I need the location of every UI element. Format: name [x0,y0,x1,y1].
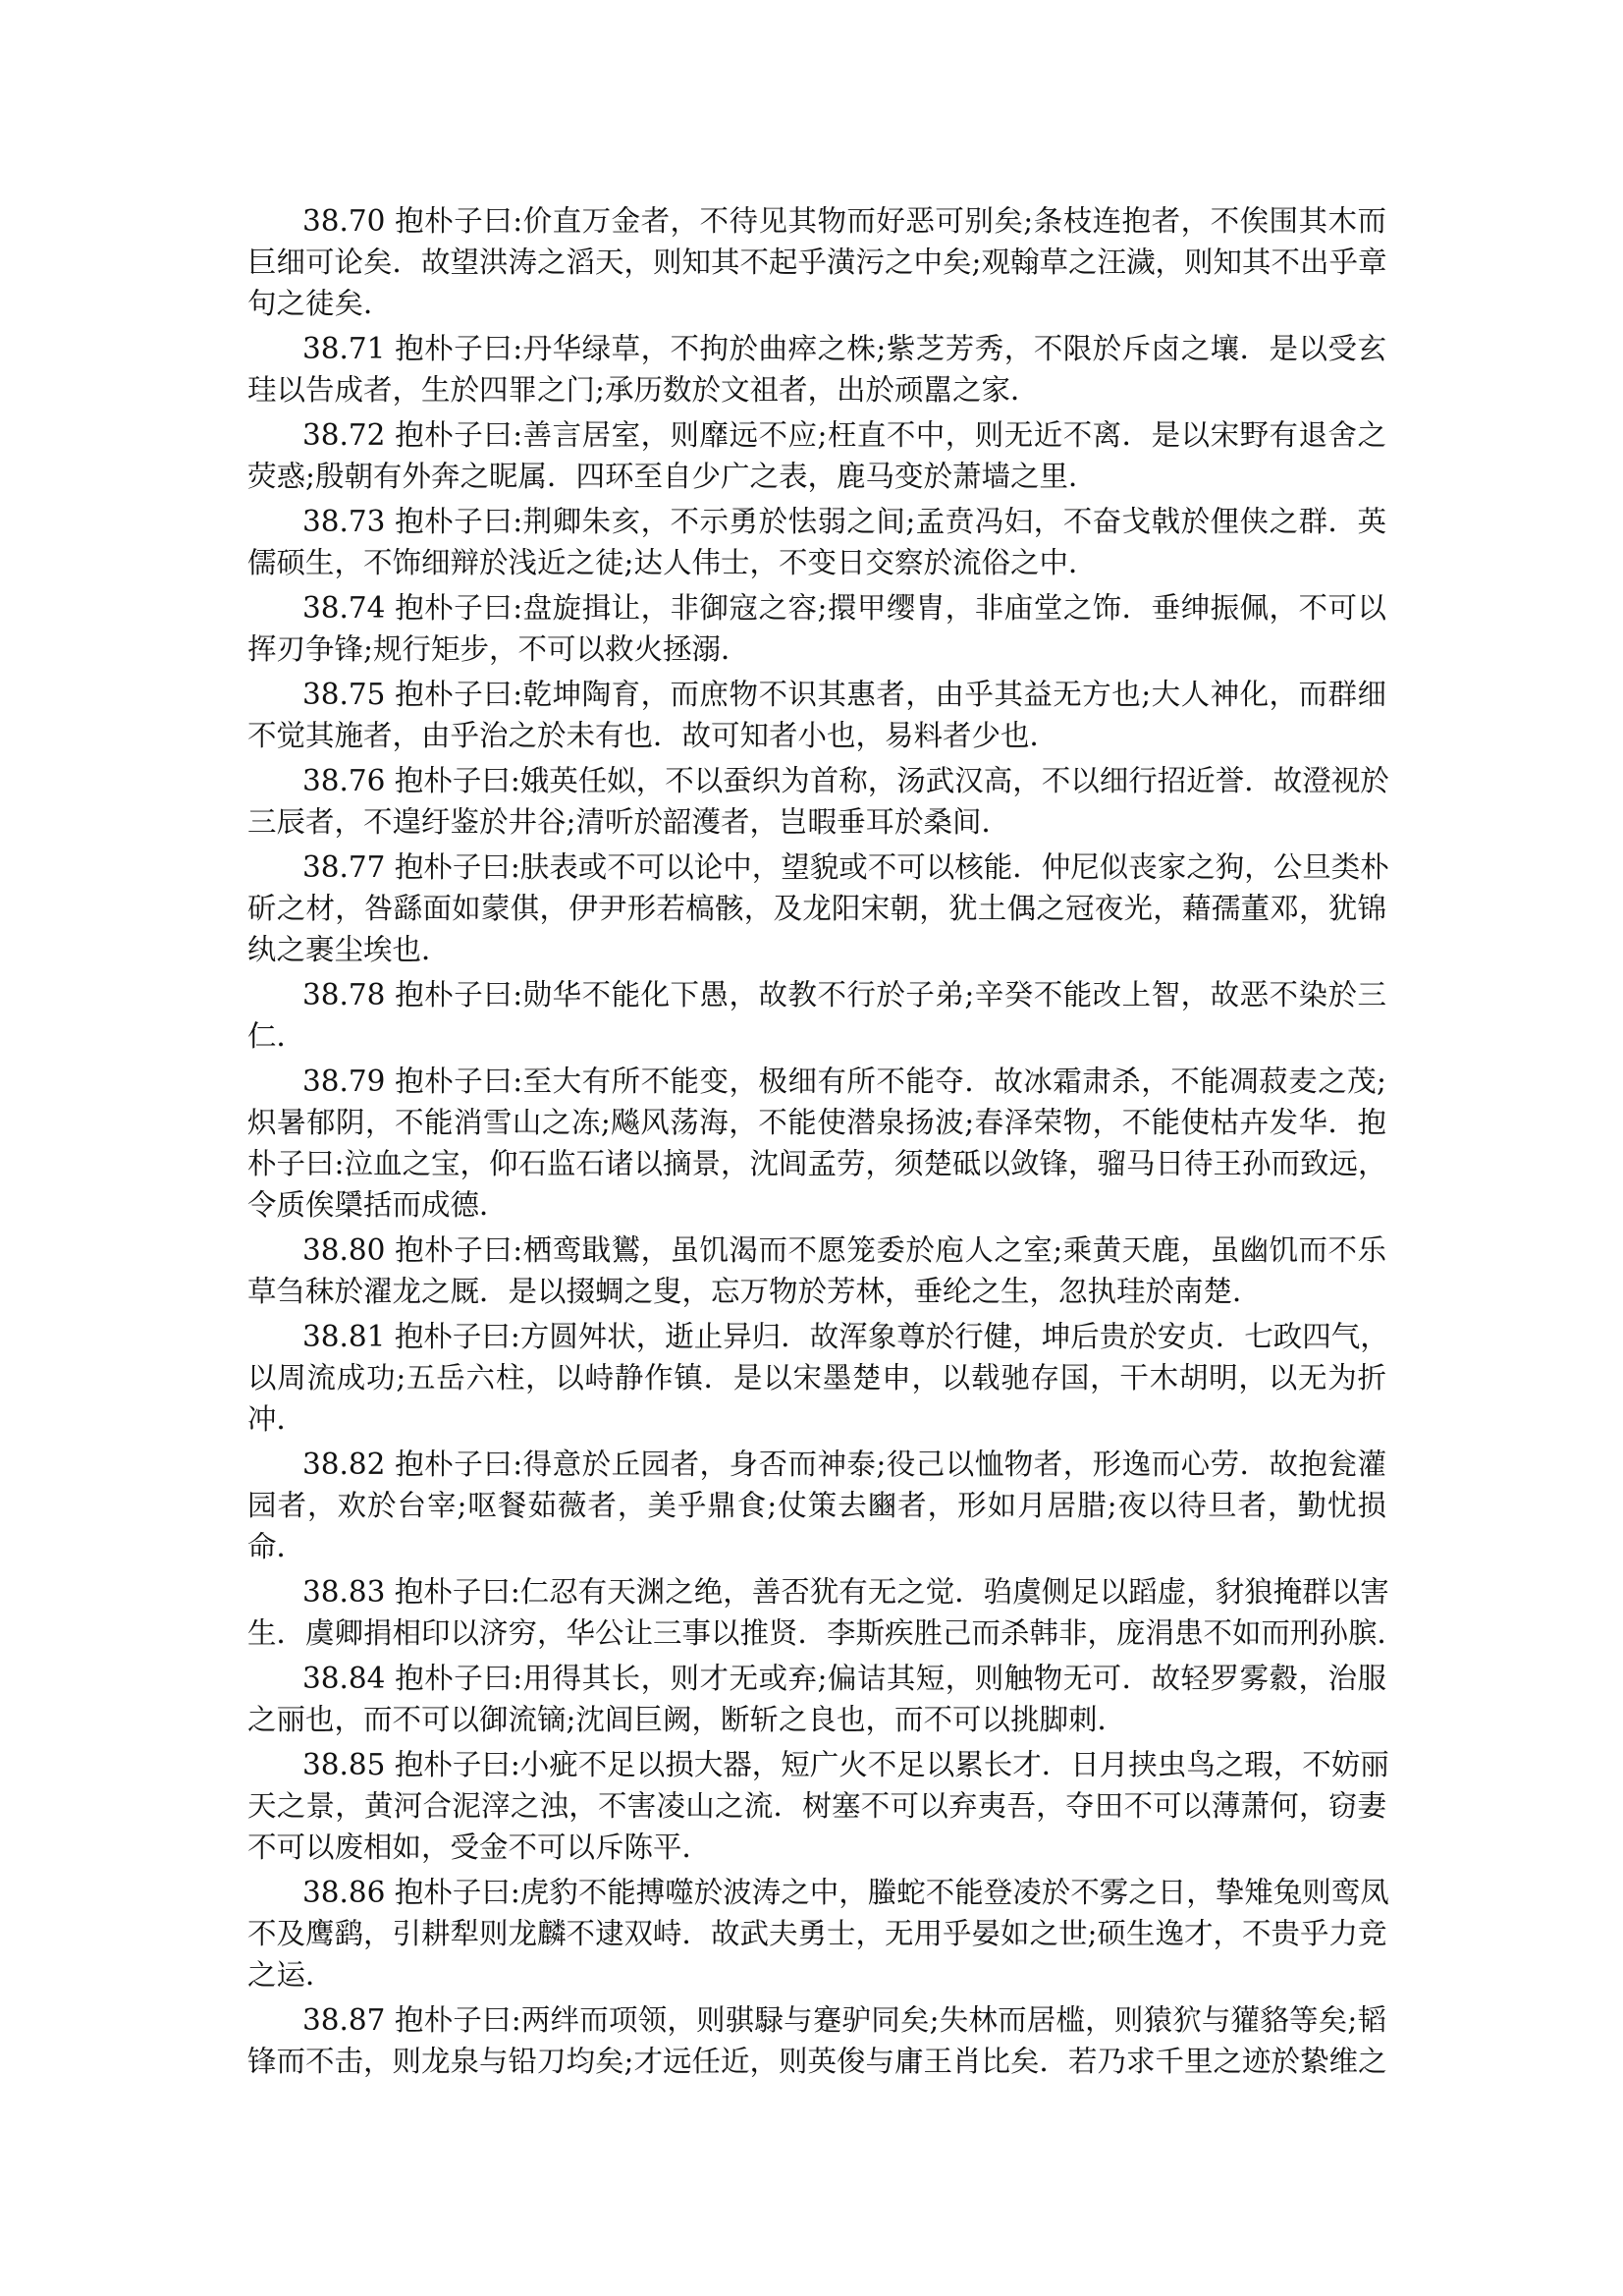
text-line: 38.79 抱朴子曰:至大有所不能变，极细有所不能夺．故冰霜肃杀，不能凋菽麦之茂; [302,1065,1386,1098]
text-line: 句之徒矣． [247,287,393,320]
text-line: 38.73 抱朴子曰:荆卿朱亥，不示勇於怯弱之间;孟贲冯妇，不奋戈戟於俚侠之群．英 [302,505,1386,538]
paragraph [247,1571,1407,1654]
text-line: 荧惑;殷朝有外奔之昵属．四环至自少广之表，鹿马变於萧墙之里． [247,460,1098,493]
text-line: 斫之材，咎繇面如蒙倛，伊尹形若槁骸，及龙阳宋朝，犹土偶之冠夜光，藉孺董邓，犹锦 [247,892,1386,925]
text-line: 38.75 抱朴子曰:乾坤陶育，而庶物不识其惠者，由乎其益无方也;大人神化，而群细 [302,678,1386,711]
paragraph [247,587,1386,670]
paragraph [247,1872,1389,1995]
text-line: 不可以废相如，受金不可以斥陈平． [247,1831,712,1864]
text-line: 38.76 抱朴子曰:娥英任姒，不以蚕织为首称，汤武汉高，不以细行招近誉．故澄视於 [302,764,1389,797]
text-line: 38.83 抱朴子曰:仁忍有天渊之绝，善否犹有无之觉．驺虞侧足以蹈虚，豺狼掩群以害 [302,1575,1389,1609]
paragraph [247,1744,1389,1868]
paragraph [247,414,1386,497]
text-line: 仁． [247,1019,306,1053]
text-line: 38.85 抱朴子曰:小疵不足以损大器，短广火不足以累长才．日月挟虫鸟之瑕，不妨丽 [302,1748,1389,1781]
text-line: 38.80 抱朴子曰:栖鸾戢鸑，虽饥渴而不愿笼委於庖人之室;乘黄天鹿，虽幽饥而不乐 [302,1233,1386,1267]
text-line: 炽暑郁阴，不能消雪山之冻;飚风荡海，不能使潜泉扬波;春泽荣物，不能使枯卉发华．抱 [247,1106,1386,1139]
text-line: 38.74 抱朴子曰:盘旋揖让，非御寇之容;擐甲缨胄，非庙堂之饰．垂绅振佩，不可以 [302,591,1386,625]
text-line: 三辰者，不遑纡鉴於井谷;清听於韶濩者，岂暇垂耳於桑间． [247,805,1010,839]
text-line: 38.82 抱朴子曰:得意於丘园者，身否而神泰;役己以恤物者，形逸而心劳．故抱瓮灌 [302,1448,1386,1481]
paragraph [247,1999,1386,2082]
text-line: 之运． [247,1958,335,1992]
text-line: 38.84 抱朴子曰:用得其长，则才无或弃;偏诘其短，则触物无可．故轻罗雾縠，治服 [302,1662,1386,1695]
text-line: 以周流成功;五岳六柱，以峙静作镇．是以宋墨楚申，以载驰存国，干木胡明，以无为折 [247,1361,1386,1394]
paragraph [247,1316,1389,1440]
paragraph [247,1230,1386,1312]
text-line: 草刍秣於濯龙之厩．是以掇蜩之叟，忘万物於芳林，垂纶之生，忽执珪於南楚． [247,1275,1262,1308]
text-line: 天之景，黄河合泥滓之浊，不害凌山之流．树塞不可以弃夷吾，夺田不可以薄萧何，窃妻 [247,1789,1386,1823]
text-line: 38.87 抱朴子曰:两绊而项领，则骐騄与蹇驴同矣;失林而居槛，则猿狖与獾貉等矣;韬 [302,2003,1386,2037]
text-line: 38.86 抱朴子曰:虎豹不能搏噬於波涛之中，螣蛇不能登凌於不雾之日，挚雉兔则鸾凤 [302,1876,1389,1909]
paragraph [247,760,1389,843]
text-line: 38.71 抱朴子曰:丹华绿草，不拘於曲瘁之株;紫芝芳秀，不限於斥卤之壤．是以受玄 [302,332,1386,365]
text-line: 之丽也，而不可以御流镝;沈闾巨阙，断斩之良也，而不可以挑脚刺． [247,1703,1126,1736]
text-line: 命． [247,1530,306,1563]
text-line: 38.72 抱朴子曰:善言居室，则靡远不应;枉直不中，则无近不离．是以宋野有退舍之 [302,418,1386,452]
paragraph [247,1061,1386,1226]
text-line: 不及鹰鹞，引耕犁则龙麟不逮双峙．故武夫勇士，无用乎晏如之世;硕生逸才，不贵乎力竞 [247,1917,1387,1950]
paragraph [247,847,1389,970]
text-line: 38.77 抱朴子曰:肤表或不可以论中，望貌或不可以核能．仲尼似丧家之狗，公旦类朴 [302,850,1389,884]
text-line: 冲． [247,1402,306,1436]
text-line: 不觉其施者，由乎治之於未有也．故可知者小也，易料者少也． [247,719,1059,752]
paragraph [247,501,1386,583]
text-line: 38.70 抱朴子曰:价直万金者，不待见其物而好恶可别矣;条枝连抱者，不俟围其木而 [302,204,1386,238]
paragraph [247,1444,1386,1567]
text-line: 园者，欢於台宰;呕餐茹薇者，美乎鼎食;仗策去豳者，形如月居腊;夜以待旦者，勤忧损 [247,1489,1386,1522]
paragraph [247,674,1386,756]
text-line: 令质俟檃括而成德． [247,1188,509,1222]
text-line: 珪以告成者，生於四罪之门;承历数於文祖者，出於顽嚚之家． [247,373,1040,407]
paragraph [247,974,1386,1057]
text-line: 38.78 抱朴子曰:勋华不能化下愚，故教不行於子弟;辛癸不能改上智，故恶不染於三 [302,978,1386,1011]
document-body [247,200,1407,2086]
paragraph [247,328,1386,410]
text-line: 锋而不击，则龙泉与铅刀均矣;才远任近，则英俊与庸王肖比矣．若乃求千里之迹於絷维之 [247,2045,1387,2078]
text-line: 纨之裹尘埃也． [247,933,451,966]
text-line: 生．虞卿捐相印以济穷，华公让三事以推贤．李斯疾胜己而杀韩非，庞涓患不如而刑孙膑． [247,1616,1407,1650]
text-line: 朴子曰:泣血之宝，仰石监石诸以摘景，沈闾孟劳，须楚砥以敛锋，骝马日待王孙而致远， [247,1147,1387,1180]
text-line: 巨细可论矣．故望洪涛之滔天，则知其不起乎潢污之中矣;观翰草之汪濊，则知其不出乎章 [247,246,1387,279]
text-line: 儒硕生，不饰细辩於浅近之徒;达人伟士，不变日交察於流俗之中． [247,546,1098,579]
text-line: 38.81 抱朴子曰:方圆舛状，逝止异归．故浑象尊於行健，坤后贵於安贞．七政四气， [302,1320,1389,1353]
paragraph [247,200,1386,324]
paragraph [247,1658,1386,1740]
text-line: 挥刃争锋;规行矩步，不可以救火拯溺． [247,632,750,666]
